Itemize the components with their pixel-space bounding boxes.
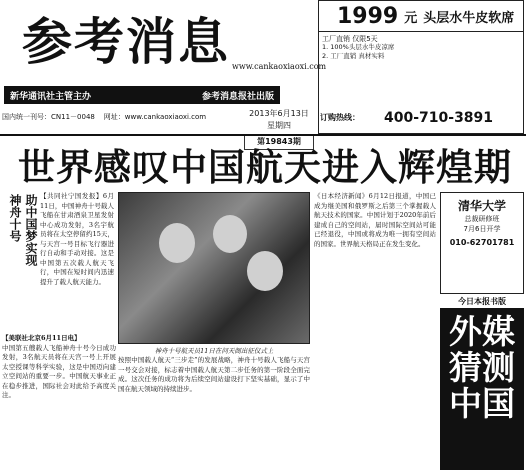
masthead-title: 参考消息 — [22, 12, 230, 71]
column-2-head: 【美联社北京6月11日电】 — [2, 334, 81, 342]
side-ad-line-2: 7月6日开学 — [463, 225, 501, 233]
ad-line-2: 2. 工厂直销 真材实料 — [322, 52, 385, 60]
astronaut-face-2 — [213, 215, 247, 253]
article-column-3: 按照中国载人航天“三步走”的发展战略，神舟十号载人飞船与天宫一号交会对接，标志着中国载人航天第二步任务的第一阶段全面完成。这次任务的成功将为后续空间站建设打下坚实基础，显示了中国在航天领域的持续进步。 — [118, 356, 310, 393]
cn-number: 国内统一刊号：CN11－0048 — [2, 113, 95, 121]
masthead-slogan-bar — [4, 86, 280, 104]
side-label: 今日本报书版 — [458, 297, 506, 306]
photo-caption: 神舟十号航天员11日在问天阁出征仪式上 — [154, 347, 274, 355]
side-ad-logo: 清华大学 — [457, 199, 506, 213]
article-column-2 — [2, 334, 116, 470]
publication-info — [2, 112, 242, 122]
ad-hotline-label: 订购热线： — [320, 113, 360, 122]
side-advertisement[interactable] — [440, 192, 524, 294]
article-column-4: 《日本经济新闻》6月12日报道，中国已成为继美国和俄罗斯之后第三个掌握载人航天技术的国家。中国计划于2020年前后建成自己的空间站，届时国际空间站可能已经退役，中国或将成为唯一拥有空间站的国家。世界航天格局正在发生变化。 — [314, 192, 436, 248]
astronaut-face-3 — [247, 251, 283, 291]
ad-price: 1999 — [337, 3, 399, 29]
slogan-left: 新华通讯社主管主办 — [10, 91, 92, 102]
article-photo — [118, 192, 310, 344]
main-headline: 世界感叹中国航天进入辉煌期 — [18, 146, 512, 189]
issue-number: 第19843期 — [244, 134, 314, 150]
article-column-1: 【共同社宁国发报】6月11日，中国神舟十号载人飞船在甘肃酒泉卫星发射中心成功发射，3名宇航员将在太空停留约15天，与天宫一号目标飞行器进行自动和手动对接。这是中国第五次载人航天飞行，中国在短时间内迅速提升了载人航天能力。 — [40, 192, 114, 286]
side-headline-block: 外媒猜测中国 — [440, 308, 524, 470]
subhead-a: 神舟十号 — [8, 194, 22, 242]
ad-phone[interactable]: 400-710-3891 — [384, 110, 494, 126]
ad-unit: 元 — [404, 10, 418, 26]
side-ad-line-1: 总裁研修班 — [464, 215, 500, 223]
issue-date: 2013年6月13日 — [249, 109, 309, 118]
web-address: 网址：www.cankaoxiaoxi.com — [103, 113, 207, 121]
column-2-body: 中国第五艘载人飞船神舟十号今日成功发射，3名航天员将在天宫一号上开展太空授课等科学实验，这是中国迈向建立空间站的重要一步。中国航天事业正在稳步推进，国际社会对此给予高度关注。 — [2, 343, 116, 399]
side-ad-phone: 010-62701781 — [449, 238, 515, 247]
ad-body — [319, 32, 523, 64]
slogan-right: 参考消息报社出版 — [201, 91, 274, 102]
header-rule — [0, 134, 526, 136]
astronaut-face-1 — [159, 223, 195, 263]
masthead-url: www.cankaoxiaoxi.com — [232, 62, 327, 71]
ad-tag: 工厂直销 仅限5天 — [322, 35, 378, 43]
ad-header — [319, 1, 523, 32]
subhead-b: 助中国梦实现 — [24, 194, 38, 266]
issue-weekday: 星期四 — [267, 121, 291, 130]
ad-product: 头层水牛皮软席 — [423, 10, 515, 26]
masthead — [2, 2, 327, 102]
ad-line-1: 1. 100%头层水牛皮凉席 — [322, 43, 395, 51]
